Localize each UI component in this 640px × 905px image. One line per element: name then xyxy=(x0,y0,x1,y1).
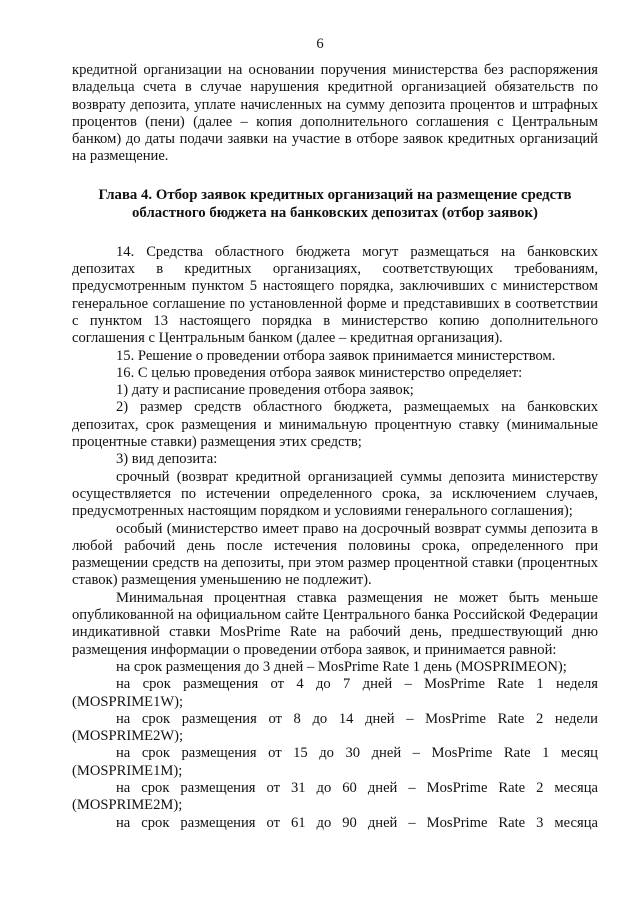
page-number: 6 xyxy=(316,36,324,52)
deposit-type-special: особый (министерство имеет право на досрочный возврат суммы депозита в любой рабочий день после истечения половины срока, определенного при размещении средств на депозиты, при этом размер процентной ставки (процентных ставок) размещения уменьшению не подлежит). xyxy=(72,520,598,589)
list-item-1: 1) дату и расписание проведения отбора заявок; xyxy=(116,382,414,399)
chapter-title: Глава 4. Отбор заявок кредитных организаций на размещение средств областного бюджета на банковских депозитах (отбор заявок) xyxy=(98,186,572,221)
intro-paragraph: кредитной организации на основании поручения министерства без распоряжения владельца счета в случае нарушения кредитной организацией обязательств по возврату депозита, уплате начисленных на сумму депозита процентов и штрафных процентов (пени) (далее – копия дополнительного соглашения с Центральным банком) до даты подачи заявки на участие в отборе заявок кредитных организаций на размещение. xyxy=(72,62,598,165)
rate-term-61-90-days: на срок размещения от 61 до 90 дней – MosPrime Rate 3 месяца xyxy=(116,814,598,831)
rate-term-8-14-days: на срок размещения от 8 до 14 дней – MosPrime Rate 2 недели (MOSPRIME2W); xyxy=(72,710,598,745)
document-body xyxy=(72,62,598,832)
paragraph-14: 14. Средства областного бюджета могут размещаться на банковских депозитах в кредитных организациях, соответствующих требованиям, предусмотренным пунктом 5 настоящего порядка, заключивших с министерством генеральное соглашение по установленной форме и представивших в соответствии с пунктом 13 настоящего порядка в министерство копию дополнительного соглашения с Центральным банком (далее – кредитная организация). xyxy=(72,243,598,347)
rate-term-31-60-days: на срок размещения от 31 до 60 дней – MosPrime Rate 2 месяца (MOSPRIME2M); xyxy=(72,779,598,814)
rate-term-3-days: на срок размещения до 3 дней – MosPrime Rate 1 день (MOSPRIMEON); xyxy=(116,658,567,675)
rate-term-4-7-days: на срок размещения от 4 до 7 дней – MosPrime Rate 1 неделя (MOSPRIME1W); xyxy=(72,676,598,710)
minimum-rate-paragraph: Минимальная процентная ставка размещения не может быть меньше опубликованной на официальном сайте Центрального банка Российской Федерации индикативной ставки MosPrime Rate на рабочий день, предшествующий дню размещения информации о проведении отбора заявок, и принимается равной: xyxy=(72,589,598,658)
paragraph-15: 15. Решение о проведении отбора заявок принимается министерством. xyxy=(116,347,556,364)
list-item-2: 2) размер средств областного бюджета, размещаемых на банковских депозитах, срок размещения и минимальную процентную ставку (минимальные процентные ставки) размещения этих средств; xyxy=(72,399,598,451)
list-item-3: 3) вид депозита: xyxy=(116,451,218,468)
deposit-type-urgent: срочный (возврат кредитной организацией суммы депозита министерству осуществляется по истечении определенного срока, за исключением случаев, предусмотренных настоящим порядком и условиями генерального соглашения); xyxy=(72,468,598,520)
paragraph-16: 16. С целью проведения отбора заявок министерство определяет: xyxy=(116,364,523,381)
rate-term-15-30-days: на срок размещения от 15 до 30 дней – MosPrime Rate 1 месяц (MOSPRIME1M); xyxy=(72,745,598,779)
